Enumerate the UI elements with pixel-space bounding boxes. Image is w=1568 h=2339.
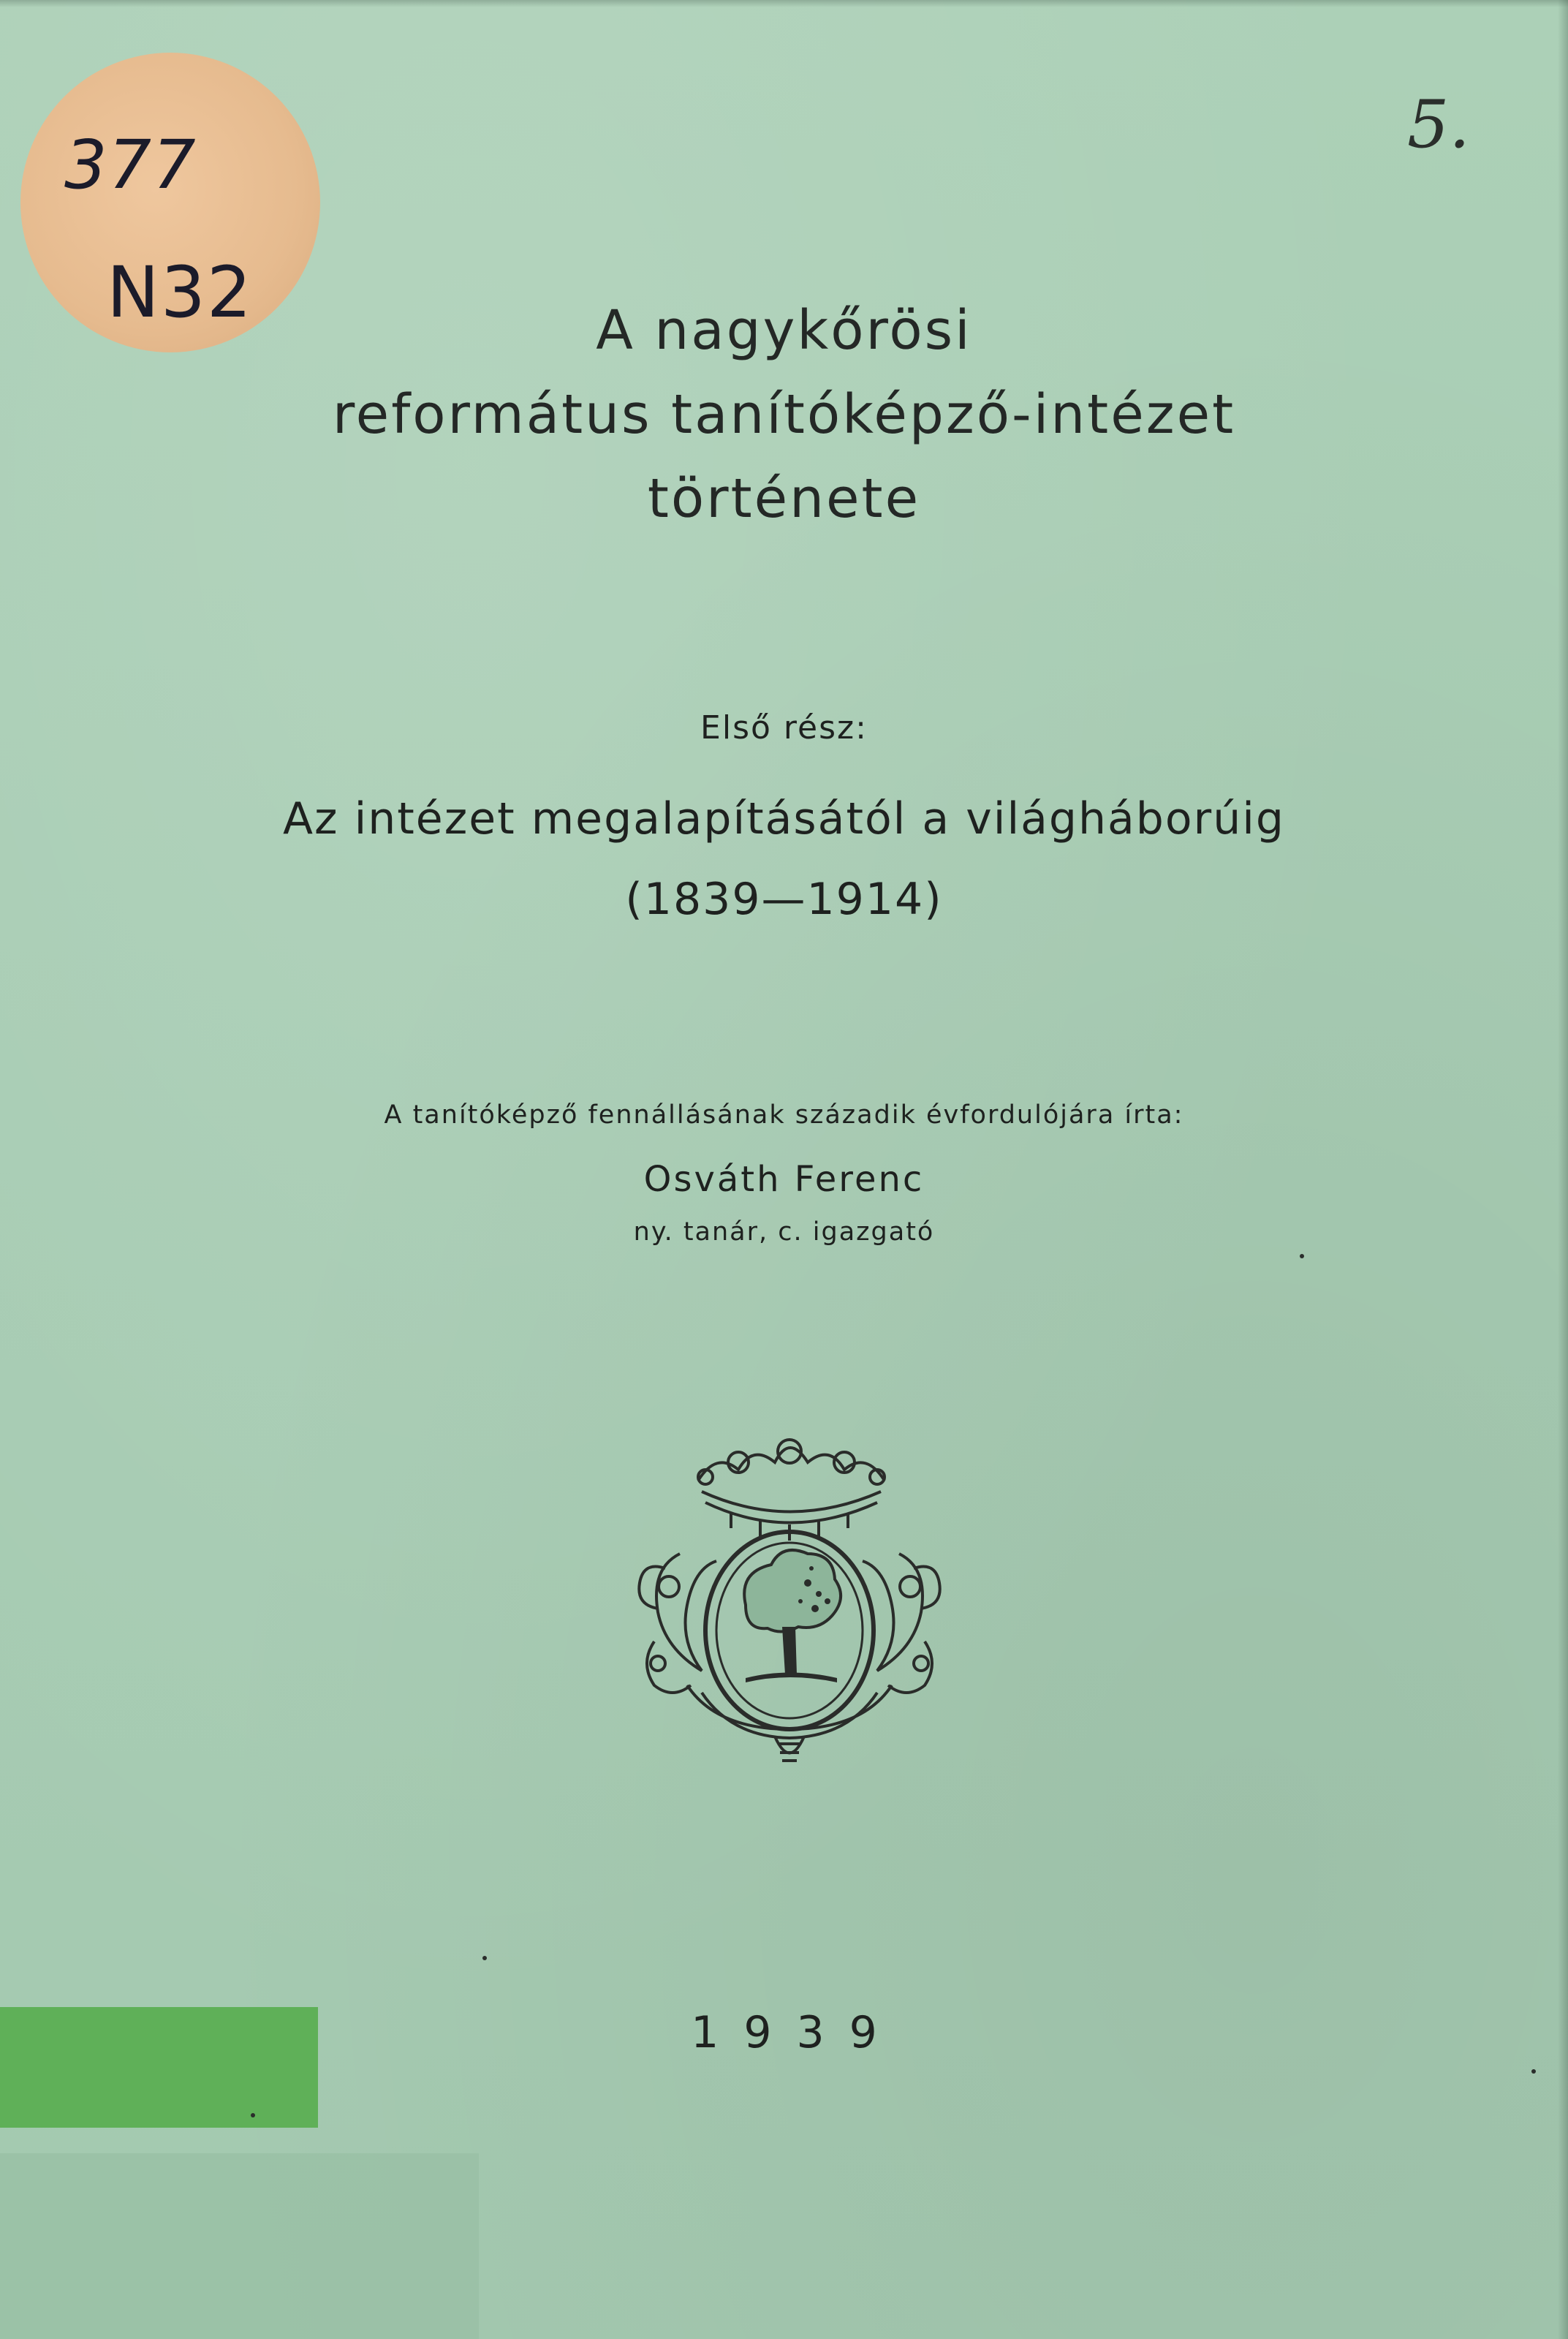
publication-year: 1939 xyxy=(691,2007,902,2058)
shelf-mark: N32 xyxy=(107,252,253,333)
dedication: A tanítóképző fennállásának századik évfordulójára írta: xyxy=(384,1100,1184,1130)
call-number: 377 xyxy=(64,126,197,204)
subtitle-line-2: (1839—1914) xyxy=(625,874,943,925)
title-line-2: református tanítóképző-intézet xyxy=(332,383,1236,446)
title-line-1: A nagykőrösi xyxy=(596,299,972,362)
title-line-3: története xyxy=(647,467,921,530)
crowned-coat-of-arms-with-tree-icon xyxy=(636,1422,943,1773)
paper-top-edge xyxy=(0,0,1568,7)
subtitle-line-1: Az intézet megalapításától a világháborúig xyxy=(282,793,1286,844)
bottom-paper-strip xyxy=(0,2153,479,2339)
ink-speck xyxy=(1300,1254,1304,1258)
handwritten-page-number: 5. xyxy=(1407,86,1470,163)
ink-speck xyxy=(482,1956,487,1960)
ink-speck xyxy=(251,2113,255,2117)
ink-speck xyxy=(1531,2069,1536,2074)
author-name: Osváth Ferenc xyxy=(643,1159,925,1200)
part-label: Első rész: xyxy=(700,709,868,747)
green-library-tag xyxy=(0,2007,318,2128)
author-role: ny. tanár, c. igazgató xyxy=(633,1217,935,1247)
